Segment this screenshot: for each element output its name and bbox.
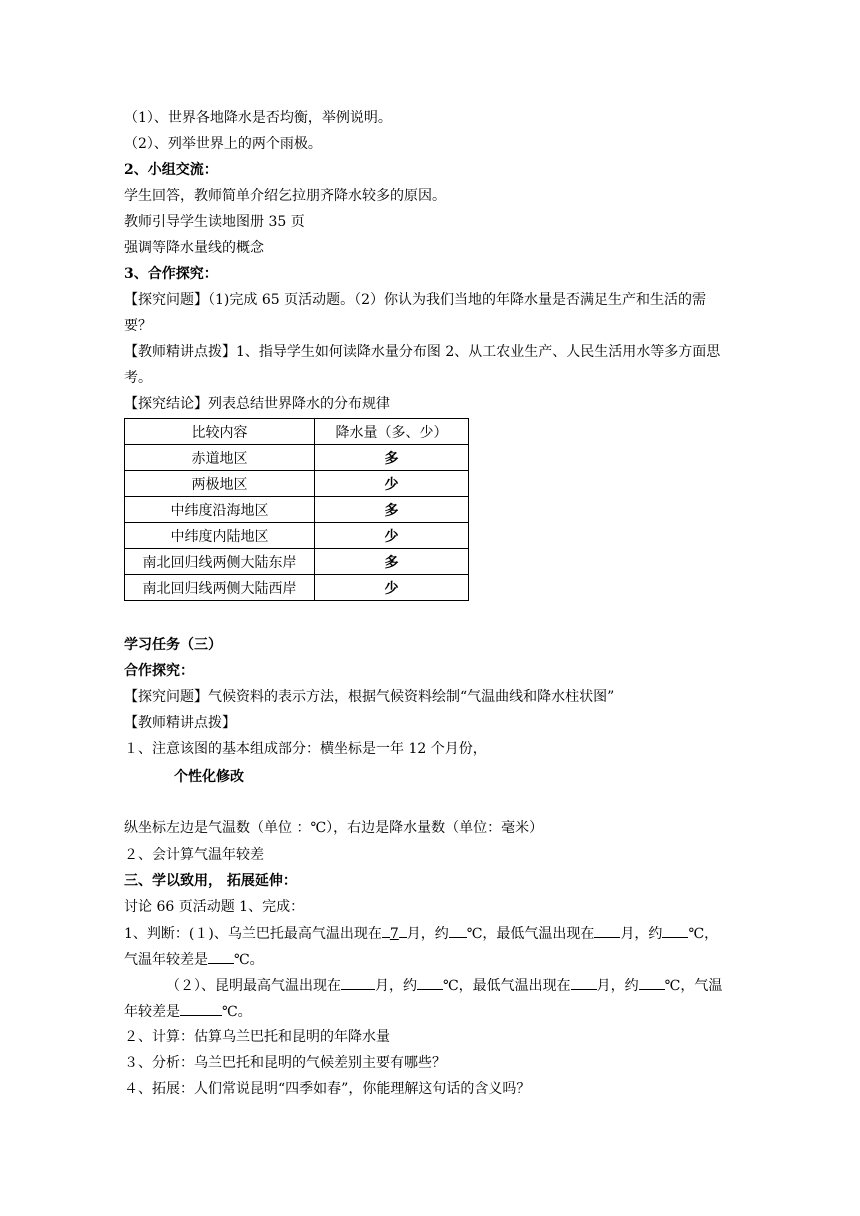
inquiry-question-1: 【探究问题】（1)完成 65 页活动题。（2）你认为我们当地的年降水量是否满足生产和生活的需要？ <box>124 292 706 334</box>
table-cell: 两极地区 <box>125 471 315 497</box>
judgment-text: 年较差是 <box>124 1004 180 1020</box>
judgment-text: 气温年较差是 <box>124 952 208 968</box>
blank-line <box>417 975 443 990</box>
table-cell: 少 <box>315 471 469 497</box>
personalized-edit-label: 个性化修改 <box>174 769 244 785</box>
blank-line <box>639 975 665 990</box>
judgment-text: 1、判断：(１)、乌兰巴托最高气温出现在 <box>124 926 382 942</box>
table-header-cell: 比较内容 <box>125 419 315 445</box>
judgment-text: 月，约 <box>620 926 663 942</box>
blank-line <box>208 949 234 964</box>
table-row <box>125 471 469 497</box>
table-header-row <box>125 419 469 445</box>
blank-line <box>341 975 375 990</box>
heading-cooperative-inquiry: 3、合作探究： <box>124 266 218 282</box>
blank-line <box>382 923 390 938</box>
table-cell: 多 <box>315 497 469 523</box>
precipitation-summary-table <box>124 418 469 601</box>
table-cell: 多 <box>315 549 469 575</box>
judgment-text: 月，约 <box>375 978 417 994</box>
question-1: （1）、世界各地降水是否均衡，举例说明。 <box>124 110 392 126</box>
judgment-ulaanbaatar-line-2 <box>124 949 264 970</box>
table-cell: 少 <box>315 523 469 549</box>
judgment-kunming-line <box>166 975 722 996</box>
atlas-guide-text: 教师引导学生读地图册 35 页 <box>124 214 305 230</box>
teacher-guidance-2: 【教师精讲点拨】 <box>124 715 236 731</box>
question-2: （2）、列举世界上的两个雨极。 <box>124 136 322 152</box>
heading-apply-extend: 三、学以致用， 拓展延伸： <box>124 873 297 889</box>
inquiry-question-2: 【探究问题】气候资料的表示方法，根据气候资料绘制“气温曲线和降水柱状图” <box>124 689 615 705</box>
blank-line <box>449 923 467 938</box>
note-annual-range: ２、会计算气温年较差 <box>124 847 264 863</box>
blank-line <box>180 1001 222 1016</box>
table-row <box>125 523 469 549</box>
table-row <box>125 445 469 471</box>
table-cell: 南北回归线两侧大陆西岸 <box>125 575 315 601</box>
judgment-ulaanbaatar-line <box>124 923 718 944</box>
judgment-text: （２）、昆明最高气温出现在 <box>166 978 341 994</box>
discussion-text: 讨论 66 页活动题 1、完成： <box>124 899 305 915</box>
table-row <box>125 575 469 601</box>
teacher-guidance-1: 【教师精讲点拨】1、指导学生如何读降水量分布图 2、从工农业生产、人民生活用水等多方面思考。 <box>124 344 721 386</box>
judgment-text: ℃，最低气温出现在 <box>443 978 571 994</box>
judgment-text: ℃， <box>688 926 719 942</box>
note-y-axis: 纵坐标左边是气温数（单位 ：℃），右边是降水量数（单位：毫米） <box>124 820 544 836</box>
blank-line <box>594 923 620 938</box>
table-cell: 少 <box>315 575 469 601</box>
note-x-axis: １、注意该图的基本组成部分：横坐标是一年 12 个月份， <box>124 741 487 757</box>
blank-line <box>399 923 407 938</box>
table-row <box>125 549 469 575</box>
heading-learning-task-3: 学习任务（三） <box>124 637 222 653</box>
analysis-task: ３、分析：乌兰巴托和昆明的气候差别主要有哪些？ <box>124 1055 446 1071</box>
judgment-text: ℃，最低气温出现在 <box>466 926 595 942</box>
judgment-text: ℃。 <box>234 952 264 968</box>
table-cell: 中纬度沿海地区 <box>125 497 315 523</box>
inquiry-conclusion: 【探究结论】列表总结世界降水的分布规律 <box>124 396 390 412</box>
heading-cooperative-inquiry-2: 合作探究： <box>124 663 194 679</box>
judgment-text: 月，约 <box>406 926 449 942</box>
table-cell: 赤道地区 <box>125 445 315 471</box>
extension-task: ４、拓展：人们常说昆明“四季如春”，你能理解这句话的含义吗？ <box>124 1081 531 1097</box>
blank-line <box>662 923 688 938</box>
heading-group-discussion: 2、小组交流： <box>124 162 218 178</box>
isohyet-text: 强调等降水量线的概念 <box>124 240 264 256</box>
table-cell: 南北回归线两侧大陆东岸 <box>125 549 315 575</box>
judgment-text: 月，约 <box>596 978 639 994</box>
table-cell: 多 <box>315 445 469 471</box>
calculation-task: ２、计算：估算乌兰巴托和昆明的年降水量 <box>124 1029 390 1045</box>
student-answer-text: 学生回答，教师简单介绍乞拉朋齐降水较多的原因。 <box>124 188 446 204</box>
judgment-text: ℃。 <box>222 1004 252 1020</box>
table-header-cell: 降水量（多、少） <box>315 419 469 445</box>
filled-month-value: 7 <box>389 926 399 942</box>
table-row <box>125 497 469 523</box>
judgment-kunming-line-2 <box>124 1001 252 1022</box>
table-cell: 中纬度内陆地区 <box>125 523 315 549</box>
judgment-text: ℃，气温 <box>664 978 723 994</box>
blank-line <box>571 975 597 990</box>
